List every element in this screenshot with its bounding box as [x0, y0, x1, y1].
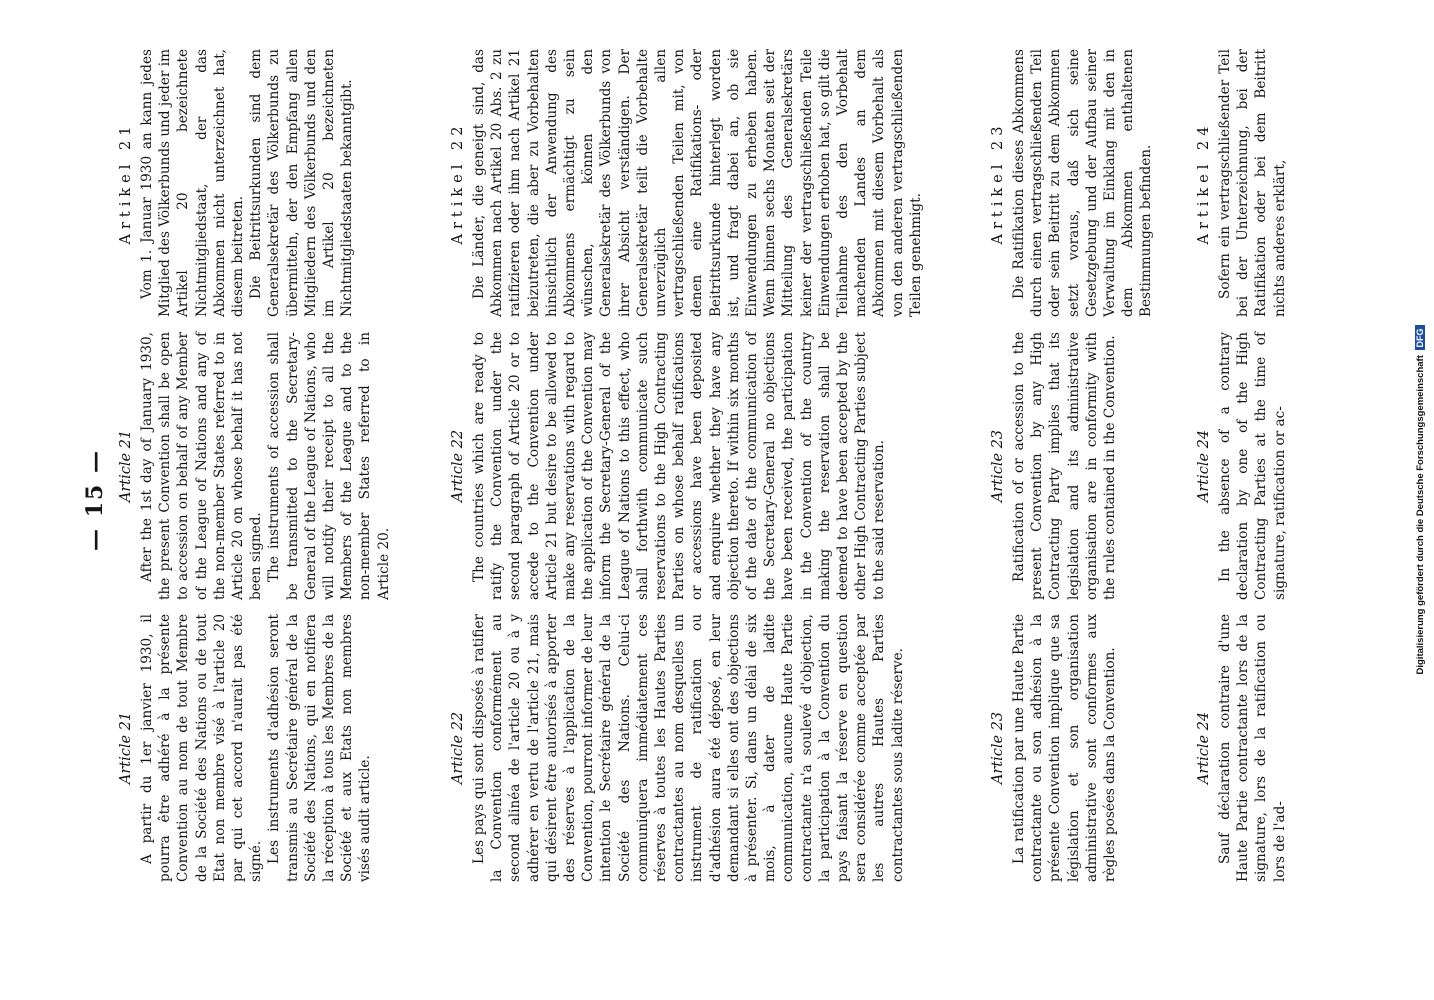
english-article-23	[990, 332, 1119, 600]
footer-text: Digitalisierung gefördert durch die Deutsche Forschungsgemeinschaft	[1415, 355, 1426, 675]
article-heading: Article 23	[990, 711, 1006, 785]
article-heading: Artikel 21	[118, 121, 134, 245]
article-paragraph: After the 1st day of January 1930, the present Convention shall be open to accession on behalf of any Member of the League of Nations and any of the non-member States referred to in Article 20 on whose behalf it has not been signed.	[139, 332, 265, 600]
article-paragraph: Les pays qui sont disposés à ratifier la Convention conformément au second alinéa de l'article 20 ou à y adhérer en vertu de l'article 21, mais qui désirent être autorisés à apporter des réserves à l'application de la Convention, pourront informer de leur intention le Secrétaire général de la Société des Nations. Celui-ci communiquera immédiatement ces réserves à toutes les Hautes Parties contractantes au nom desquelles un instrument de ratification ou d'adhésion aura été déposé, en leur demandant si elles ont des objections à présenter. Si, dans un délai de six mois, à dater de ladite communication, aucune Haute Partie contractante n'a soulevé d'objection, la participation à la Convention du pays faisant la réserve en question sera considérée comme acceptée par les autres Hautes Parties contractantes sous ladite réserve.	[471, 614, 906, 882]
english-article-22	[450, 332, 889, 600]
article-heading: Article 24	[1196, 429, 1212, 503]
article-heading: Artikel 22	[450, 121, 466, 245]
article-paragraph: Die Ratifikation dieses Abkommens durch einen vertragschließenden Teil oder sein Beitritt zu dem Abkommen setzt voraus, daß sich seine Gesetzgebung und der Aufbau seiner Verwaltung im Einklang mit den in dem Abkommen enthaltenen Bestimmungen befinden.	[1011, 49, 1155, 317]
article-paragraph: Die Länder, die geneigt sind, das Abkommen nach Artikel 20 Abs. 2 zu ratifizieren oder ihm nach Artikel 21 beizutreten, die aber zu Vorbehalten hinsichtlich der Anwendung des Abkommens ermächtigt zu sein wünschen, können den Generalsekretär des Völkerbunds von ihrer Absicht verständigen. Der Generalsekretär teilt die Vorbehalte unverzüglich allen vertragschließenden Teilen mit, von denen eine Ratifikations- oder Beitrittsurkunde hinterlegt worden ist, und fragt dabei an, ob sie Einwendungen zu erheben haben. Wenn binnen sechs Monaten seit der Mitteilung des Generalsekretärs keiner der vertragschließenden Teile Einwendungen erhoben hat, so gilt die Teilnahme des den Vorbehalt machenden Landes an dem Abkommen mit diesem Vorbehalt als von den anderen vertragschließenden Teilen genehmigt.	[471, 49, 924, 317]
article-heading: Article 21	[118, 711, 134, 785]
article-paragraph: A partir du 1er janvier 1930, il pourra être adhéré à la présente Convention au nom de tout Membre de la Société des Nations ou de tout Etat non membre visé à l'article 20 par qui cet accord n'aurait pas été signé.	[139, 614, 265, 882]
english-article-21	[118, 332, 393, 600]
article-paragraph: In the absence of a contrary declaration by one of the High Contracting Parties at the time of signature, ratification or ac-	[1217, 332, 1288, 600]
article-paragraph: The instruments of accession shall be transmitted to the Secretary-General of the League of Nations, who will notify their receipt to all the Members of the League and to the non-member States referred to in Article 20.	[266, 332, 392, 600]
article-paragraph: Ratification of or accession to the present Convention by any High Contracting Party implies that its legislation and its administrative organisation are in conformity with the rules contained in the Convention.	[1011, 332, 1119, 600]
german-article-21	[118, 49, 356, 317]
german-article-23	[990, 49, 1156, 317]
french-article-24	[1196, 614, 1289, 882]
german-article-22	[450, 49, 925, 317]
article-paragraph: Les instruments d'adhésion seront transmis au Secrétaire général de la Société des Nations, qui en notifiera la réception à tous les Membres de la Société et aux Etats non membres visés audit article.	[266, 614, 374, 882]
german-article-24	[1196, 49, 1289, 317]
article-heading: Artikel 23	[990, 121, 1006, 245]
article-paragraph: Sofern ein vertragschließender Teil bei der Unterzeichnung, bei der Ratifikation oder bei dem Beitritt nichts anderes erklärt,	[1217, 49, 1288, 317]
french-article-21	[118, 614, 375, 882]
article-paragraph: Sauf déclaration contraire d'une Haute Partie contractante lors de la signature, lors de la ratification ou lors de l'ad-	[1217, 614, 1288, 882]
article-paragraph: La ratification par une Haute Partie contractante ou son adhésion à la présente Convention implique que sa législation et son organisation administrative sont conformes aux règles posées dans la Convention.	[1011, 614, 1119, 882]
article-heading: Article 23	[990, 429, 1006, 503]
article-heading: Article 22	[450, 711, 466, 785]
dfg-logo: DFG	[1415, 326, 1425, 351]
article-paragraph: The countries which are ready to ratify the Convention under the second paragraph of Article 20 or to accede to the Convention under Article 21 but desire to be allowed to make any reservations with regard to the application of the Convention may inform the Secretary-General of the League of Nations to this effect, who shall forthwith communicate such reservations to the High Contracting Parties on whose behalf ratifications or accessions have been deposited and enquire whether they have any objection thereto. If within six months of the date of the communication of the Secretary-General no objections have been received, the participation in the Convention of the country making the reservation shall be deemed to have been accepted by the other High Contracting Parties subject to the said reservation.	[471, 332, 888, 600]
page-number: — 15 —	[82, 449, 108, 551]
article-paragraph: Vom 1. Januar 1930 an kann jedes Mitglied des Völkerbunds und jeder im Artikel 20 bezeichnete Nichtmitgliedstaat, der das Abkommen nicht unterzeichnet hat, diesem beitreten.	[139, 49, 247, 317]
french-article-23	[990, 614, 1119, 882]
french-article-22	[450, 614, 907, 882]
english-article-24	[1196, 332, 1289, 600]
article-paragraph: Die Beitrittsurkunden sind dem Generalsekretär des Völkerbunds zu übermitteln, der den Empfang allen Mitgliedern des Völkerbunds und den im Artikel 20 bezeichneten Nichtmitgliedstaaten bekanntgibt.	[248, 49, 356, 317]
article-heading: Artikel 24	[1196, 121, 1212, 245]
article-heading: Article 24	[1196, 711, 1212, 785]
article-heading: Article 22	[450, 429, 466, 503]
digitization-footer	[1415, 0, 1426, 1000]
article-heading: Article 21	[118, 429, 134, 503]
